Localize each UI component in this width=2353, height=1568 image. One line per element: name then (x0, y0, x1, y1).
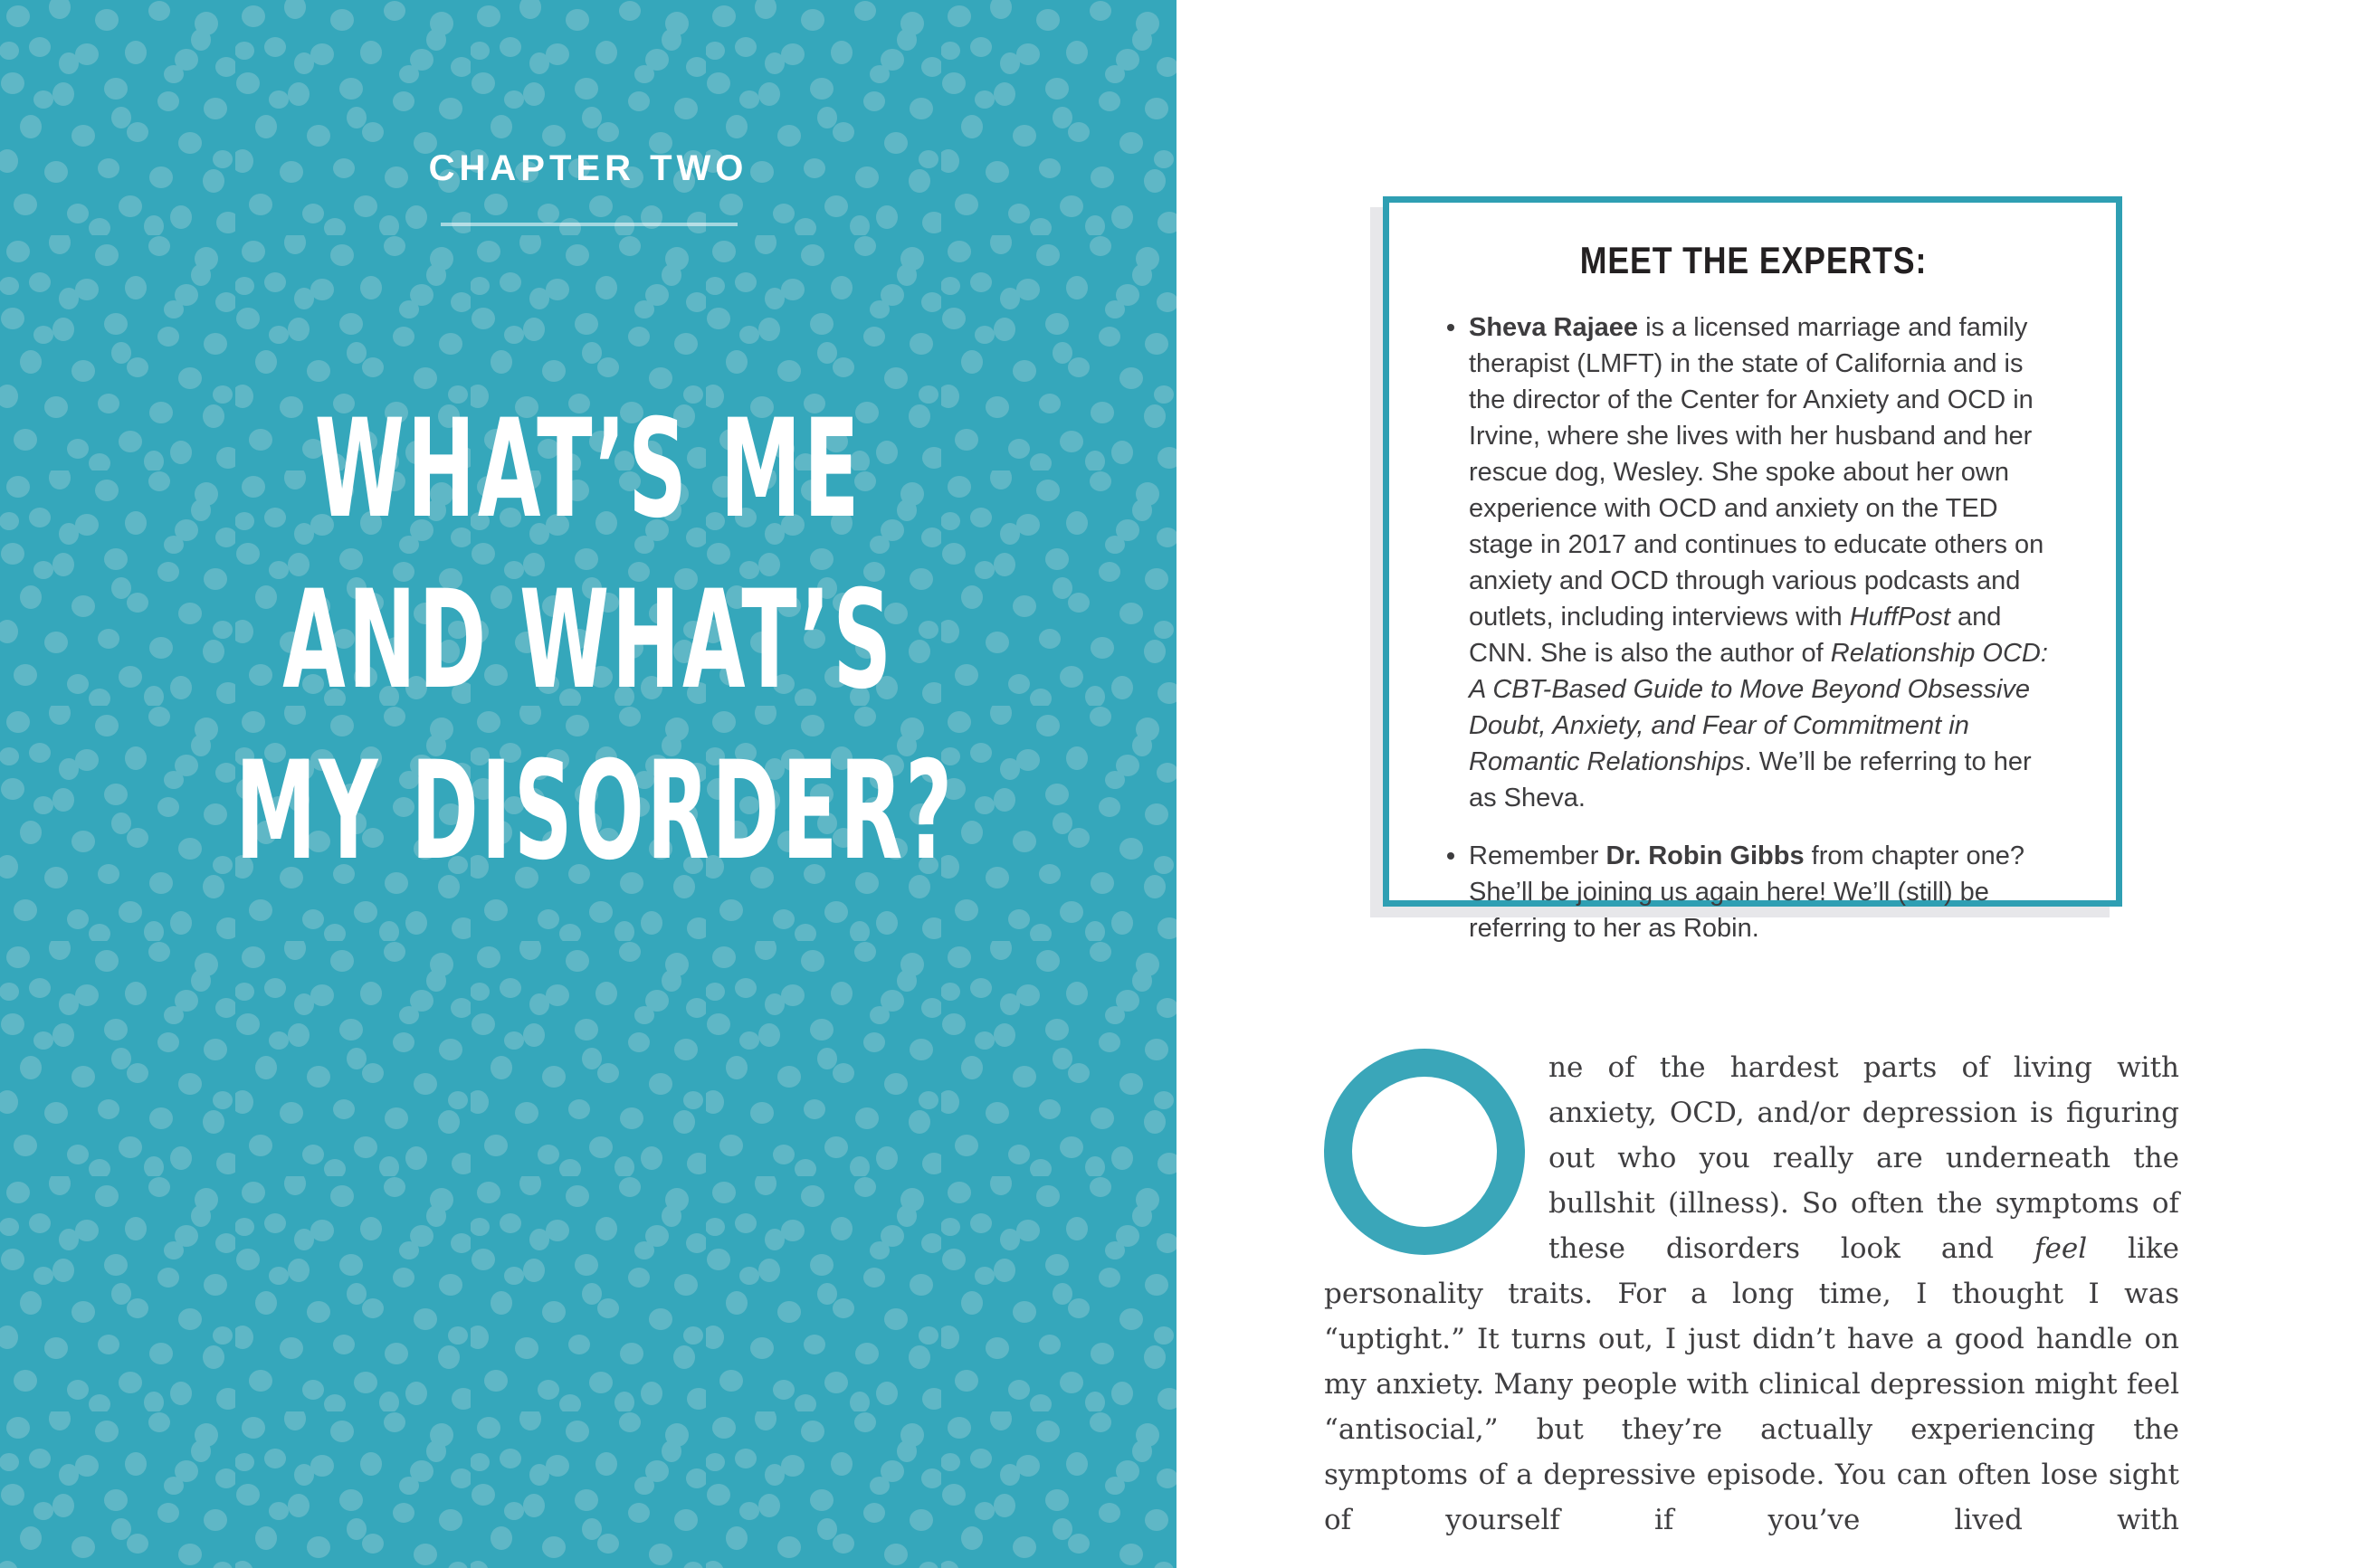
bullet-text: Sheva Rajaee is a licensed marriage and family therapist (LMFT) in the state of California and is the director of the Center for Anxiety and OCD in Irvine, where she lives with her husband and her rescue dog, Wesley. She spoke about her own experience with OCD and anxiety on the TED stage in 2017 and continues to educate others on anxiety and OCD through various podcasts and outlets, including interviews with HuffPost and CNN. She is also the author of Relationship OCD: A CBT-Based Guide to Move Beyond Obsessive Doubt, Anxiety, and Fear of Commitment in Romantic Relationships. We’ll be referring to her as Sheva. (1469, 313, 2048, 813)
meet-the-experts-box (1383, 196, 2122, 943)
experts-bullet-list (1445, 309, 2062, 946)
chapter-title (0, 385, 1176, 898)
chapter-kicker: CHAPTER TWO (428, 148, 748, 188)
chapter-title-line-2: AND WHAT’S (282, 562, 894, 719)
expert-bullet (1445, 838, 2062, 946)
body-text-section (1324, 1045, 2179, 1543)
body-paragraph: ne of the hardest parts of living with anxiety, OCD, and/or depression is figuring out who you really are underneath the bullshit (illness). So often the symptoms of these disorders look and feel like personality traits. For a long time, I thought I was “uptight.” It turns out, I just didn’t have a good handle on my anxiety. Many people with clinical depression might feel “antisocial,” but they’re actually experiencing the symptoms of a depressive episode. You can often lose sight of yourself if you’ve lived with (1324, 1051, 2179, 1536)
chapter-title-line-3: MY DISORDER? (234, 733, 955, 890)
expert-bullet (1445, 309, 2062, 816)
bullet-text: Remember Dr. Robin Gibbs from chapter one? She’ll be joining us again here! We’ll (still) be referring to her as Robin. (1469, 841, 2025, 943)
chapter-title-line-1: WHAT’S ME (314, 391, 862, 548)
kicker-underline (441, 223, 738, 226)
bullet-icon (1447, 852, 1454, 860)
bullet-icon (1447, 324, 1454, 331)
chapter-opener-page (0, 0, 1176, 1568)
drop-cap-o (1324, 1049, 1525, 1255)
experts-box-heading: MEET THE EXPERTS: (1579, 239, 1928, 281)
